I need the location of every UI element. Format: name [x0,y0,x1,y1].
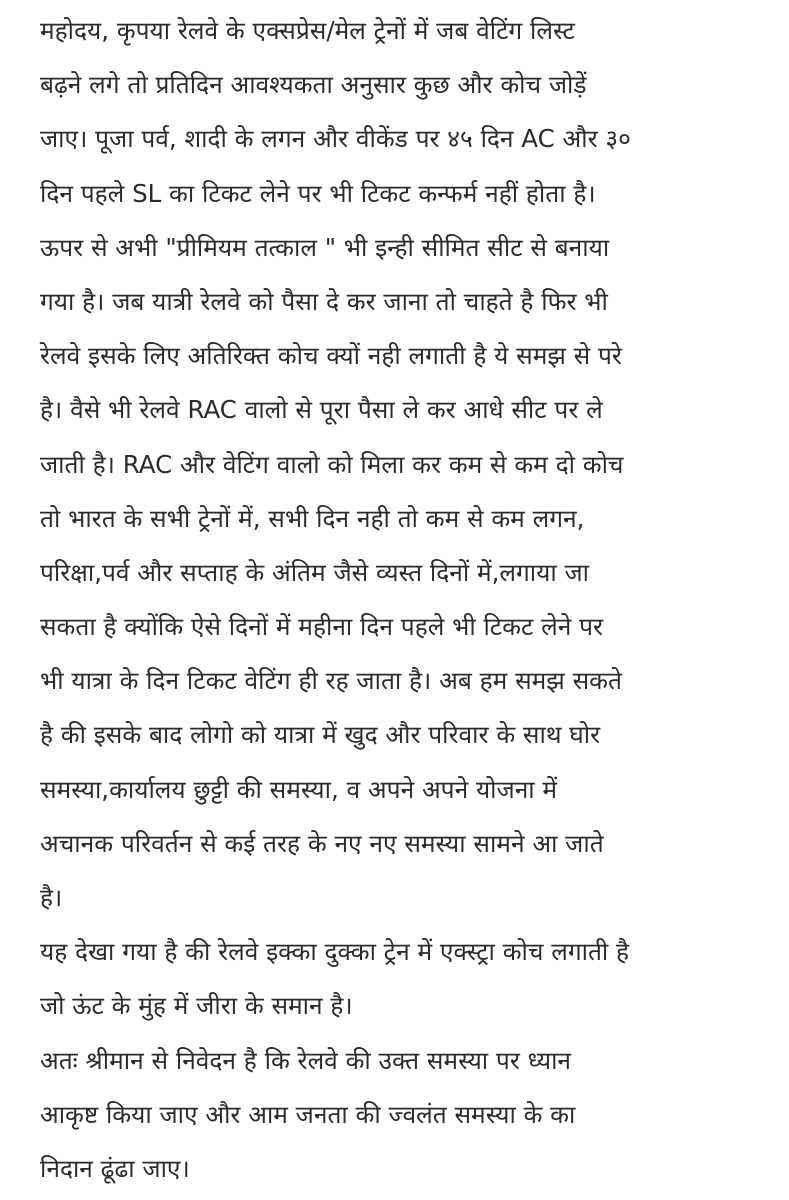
text-line: आकृष्ट किया जाए और आम जनता की ज्वलंत समस्या के का [40,1099,576,1129]
text-line: रेलवे इसके लिए अतिरिक्त कोच क्यों नही लगाती है ये समझ से परे [40,341,622,371]
text-line: परिक्षा,पर्व और सप्ताह के अंतिम जैसे व्यस्त दिनों में,लगाया जा [40,557,590,587]
text-line: अचानक परिवर्तन से कई तरह के नए नए समस्या सामने आ जाते [40,828,604,858]
text-line: अतः श्रीमान से निवेदन है कि रेलवे की उक्त समस्या पर ध्यान [40,1045,572,1075]
letter-body [40,8,785,1200]
text-line: निदान ढूंढा जाए। [40,1153,190,1183]
text-line: समस्या,कार्यालय छुट्टी की समस्या, व अपने अपने योजना में [40,774,558,804]
text-line: भी यात्रा के दिन टिकट वेटिंग ही रह जाता है। अब हम समझ सकते [40,666,622,696]
text-line: महोदय, कृपया रेलवे के एक्सप्रेस/मेल ट्रेनों में जब वेटिंग लिस्ट [40,16,575,45]
text-line: है की इसके बाद लोगो को यात्रा में खुद और परिवार के साथ घोर [40,720,601,750]
text-line: जाती है। RAC और वेटिंग वालो को मिला कर कम से कम दो कोच [40,449,624,479]
text-line: जो ऊंट के मुंह में जीरा के समान है। [40,991,353,1021]
text-line: सकता है क्योंकि ऐसे दिनों में महीना दिन पहले भी टिकट लेने पर [40,612,604,642]
text-line: ऊपर से अभी "प्रीमियम तत्काल " भी इन्ही सीमित सीट से बनाया [40,232,610,262]
text-line: जाए। पूजा पर्व, शादी के लगन और वीकेंड पर ४५ दिन AC और ३० [40,124,631,154]
text-line: है। वैसे भी रेलवे RAC वालो से पूरा पैसा ले कर आधे सीट पर ले [40,395,603,425]
text-line: तो भारत के सभी ट्रेनों में, सभी दिन नही तो कम से कम लगन, [40,503,585,533]
text-line: यह देखा गया है की रेलवे इक्का दुक्का ट्रेन में एक्स्ट्रा कोच लगाती है [40,937,630,967]
text-line: बढ़ने लगे तो प्रतिदिन आवश्यकता अनुसार कुछ और कोच जोड़ें [40,70,587,100]
text-line: है। [40,883,63,912]
text-line: दिन पहले SL का टिकट लेने पर भी टिकट कन्फर्म नहीं होता है। [40,178,596,208]
text-line: गया है। जब यात्री रेलवे को पैसा दे कर जाना तो चाहते है फिर भी [40,286,608,316]
